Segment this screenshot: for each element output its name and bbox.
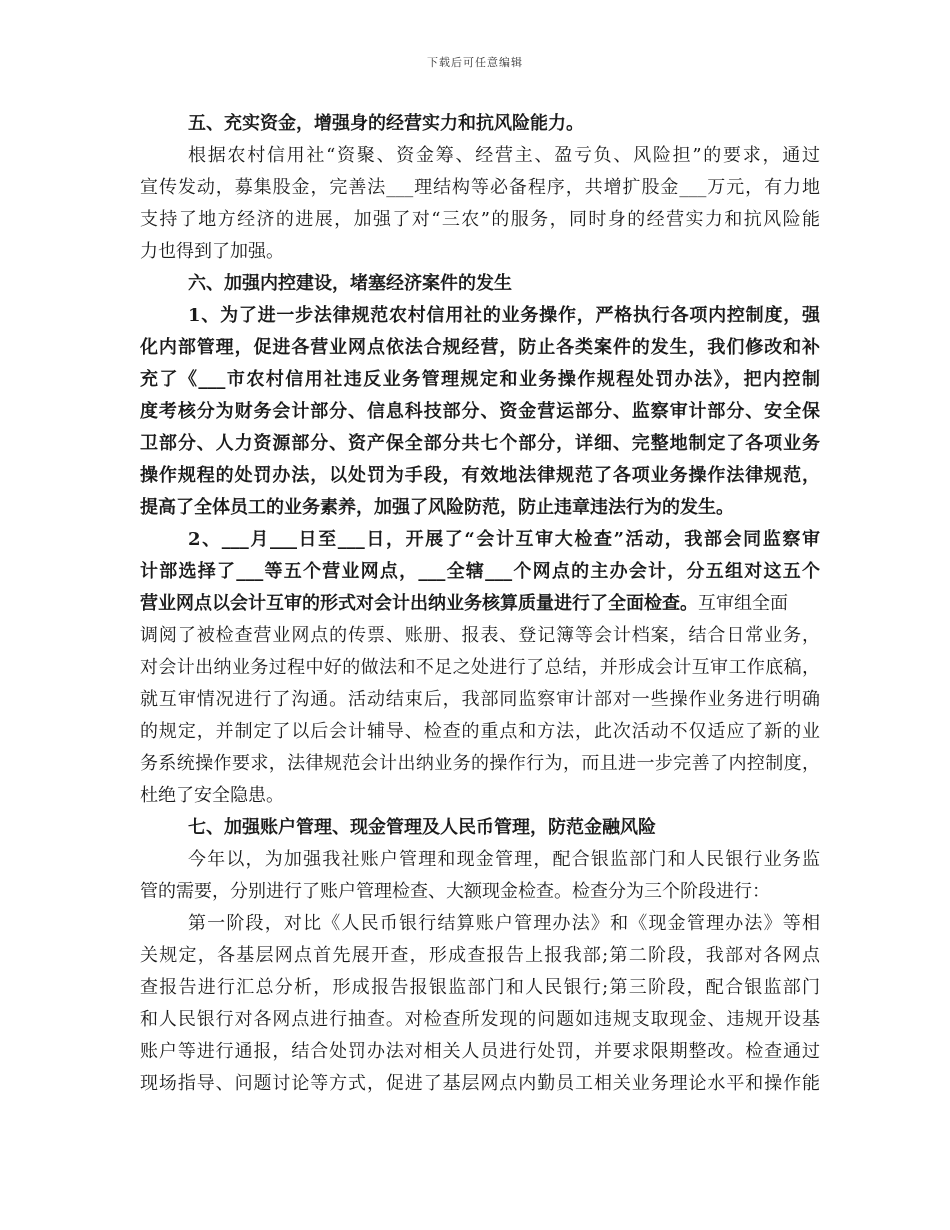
paragraph-line-bold: 提高了全体员工的业务素养，加强了风险防范，防止违章违法行为的发生。: [140, 497, 734, 518]
paragraph-line-bold: 操作规程的处罚办法，以处罚为手段，有效地法律规范了各项业务操作法律规范，: [140, 465, 820, 486]
regular-text-segment: 互审组全面: [698, 593, 788, 614]
paragraph-line: 就互审情况进行了沟通。活动结束后，我部同监察审计部对一些操作业务进行明确: [140, 689, 820, 710]
paragraph-line-bold: 计部选择了___等五个营业网点，___全辖___个网点的主办会计，分五组对这五个: [140, 561, 820, 582]
section-heading-6: 六、加强内控建设，堵塞经济案件的发生: [188, 273, 512, 294]
paragraph-line-bold: 度考核分为财务会计部分、信息科技部分、资金营运部分、监察审计部分、安全保: [140, 401, 820, 422]
bold-text-segment: 营业网点以会计互审的形式对会计出纳业务核算质量进行了全面检查。: [140, 593, 698, 614]
paragraph-line: 第一阶段，对比《人民币银行结算账户管理办法》和《现金管理办法》等相: [188, 913, 820, 934]
paragraph-line-bold: 卫部分、人力资源部分、资产保全部分共七个部分，详细、完整地制定了各项业务: [140, 433, 820, 454]
paragraph-line-bold: 充了《___市农村信用社违反业务管理规定和业务操作规程处罚办法》，把内控制: [140, 369, 820, 390]
page-header-note: 下载后可任意编辑: [427, 56, 523, 69]
paragraph-line: 支持了地方经济的进展，加强了对“三农”的服务，同时身的经营实力和抗风险能: [140, 209, 820, 230]
section-heading-5: 五、充实资金，增强身的经营实力和抗风险能力。: [188, 113, 584, 134]
paragraph-line: 关规定，各基层网点首先展开查，形成查报告上报我部;第二阶段，我部对各网点: [140, 945, 820, 966]
section-heading-7: 七、加强账户管理、现金管理及人民币管理，防范金融风险: [188, 817, 656, 838]
paragraph-line-bold: 2、___月___日至___日，开展了“会计互审大检查”活动，我部会同监察审: [188, 529, 820, 550]
paragraph-line: 力也得到了加强。: [140, 241, 284, 262]
paragraph-line: 根据农村信用社“资聚、资金筹、经营主、盈亏负、风险担”的要求，通过: [188, 145, 820, 166]
paragraph-line: 的规定，并制定了以后会计辅导、检查的重点和方法，此次活动不仅适应了新的业: [140, 721, 820, 742]
paragraph-line: 现场指导、问题讨论等方式，促进了基层网点内勤员工相关业务理论水平和操作能: [140, 1073, 820, 1094]
paragraph-line-bold: 1、为了进一步法律规范农村信用社的业务操作，严格执行各项内控制度，强: [188, 305, 820, 326]
paragraph-line: 账户等进行通报，结合处罚办法对相关人员进行处罚，并要求限期整改。检查通过: [140, 1041, 820, 1062]
paragraph-line: 杜绝了安全隐患。: [140, 785, 284, 806]
paragraph-line-mixed: [140, 588, 820, 620]
document-body: [140, 108, 820, 1100]
paragraph-line: 今年以，为加强我社账户管理和现金管理，配合银监部门和人民银行业务监: [188, 849, 820, 870]
paragraph-line: 和人民银行对各网点进行抽查。对检查所发现的问题如违规支取现金、违规开设基: [140, 1009, 820, 1030]
paragraph-line: 查报告进行汇总分析，形成报告报银监部门和人民银行;第三阶段，配合银监部门: [140, 977, 820, 998]
paragraph-line: 管的需要，分别进行了账户管理检查、大额现金检查。检查分为三个阶段进行：: [140, 881, 770, 902]
paragraph-line: 宣传发动，募集股金，完善法___理结构等必备程序，共增扩股金___万元，有力地: [140, 177, 820, 198]
paragraph-line: 对会计出纳业务过程中好的做法和不足之处进行了总结，并形成会计互审工作底稿，: [140, 657, 820, 678]
paragraph-line-bold: 化内部管理，促进各营业网点依法合规经营，防止各类案件的发生，我们修改和补: [140, 337, 820, 358]
paragraph-line: 调阅了被检查营业网点的传票、账册、报表、登记簿等会计档案，结合日常业务，: [140, 625, 820, 646]
paragraph-line: 务系统操作要求，法律规范会计出纳业务的操作行为，而且进一步完善了内控制度，: [140, 753, 820, 774]
